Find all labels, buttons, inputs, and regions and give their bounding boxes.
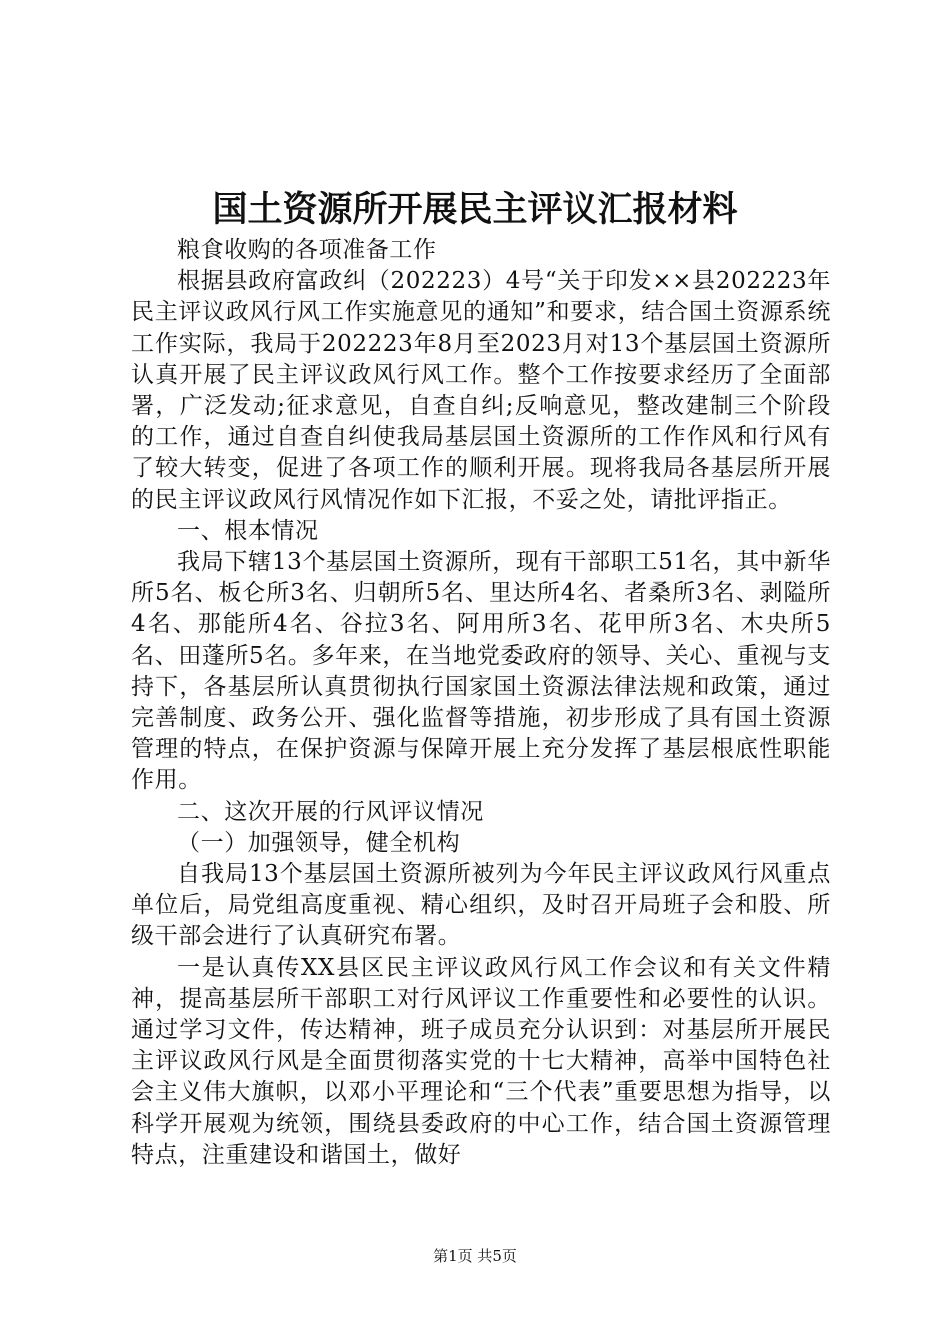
paragraph-point-one: 一是认真传XX县区民主评议政风行风工作会议和有关文件精神，提高基层所干部职工对行风评议工作重要性和必要性的认识。通过学习文件，传达精神，班子成员充分认识到：对基层所开展民主评议政风行风是全面贯彻落实党的十七大精神，高举中国特色社会主义伟大旗帜，以邓小平理论和“三个代表”重要思想为指导，以科学开展观为统领，围绕县委政府的中心工作，结合国土资源管理特点，注重建设和谐国土，做好 [131, 954, 831, 1168]
section-heading-evaluation: 二、这次开展的行风评议情况 [177, 798, 484, 825]
paragraph-subtitle: 粮食收购的各项准备工作 [177, 237, 437, 263]
subsection-heading-leadership: （一）加强领导，健全机构 [177, 829, 461, 856]
paragraph-leadership: 自我局13个基层国土资源所被列为今年民主评议政风行风重点单位后，局党组高度重视、精心组织，及时召开局班子会和股、所级干部会进行了认真研究布署。 [131, 861, 831, 950]
paragraph-intro: 根据县政府富政纠（202223）4号“关于印发××县202223年民主评议政风行风工作实施意见的通知”和要求，结合国土资源系统工作实际，我局于202223年8月至2023月对13个基层国土资源所认真开展了民主评议政风行风工作。整个工作按要求经历了全面部署，广泛发动;征求意见，自查自纠;反响意见，整改建制三个阶段的工作，通过自查自纠使我局基层国土资源所的工作作风和行风有了较大转变，促进了各项工作的顺利开展。现将我局各基层所开展的民主评议政风行风情况作如下汇报，不妥之处，请批评指正。 [131, 268, 831, 513]
document-body [131, 235, 831, 1171]
document-title: 国土资源所开展民主评议汇报材料 [212, 189, 738, 230]
paragraph-basic-situation: 我局下辖13个基层国土资源所，现有干部职工51名，其中新华所5名、板仑所3名、归朝所5名、里达所4名、者桑所3名、剥隘所4名、那能所4名、谷拉3名、阿用所3名、花甲所3名、木央所5名、田蓬所5名。多年来，在当地党委政府的领导、关心、重视与支持下，各基层所认真贯彻执行国家国土资源法律法规和政策，通过完善制度、政务公开、强化监督等措施，初步形成了具有国土资源管理的特点，在保护资源与保障开展上充分发挥了基层根底性职能作用。 [131, 549, 831, 794]
section-heading-basic: 一、根本情况 [177, 517, 319, 544]
page-footer: 第1页 共5页 [433, 1247, 517, 1265]
